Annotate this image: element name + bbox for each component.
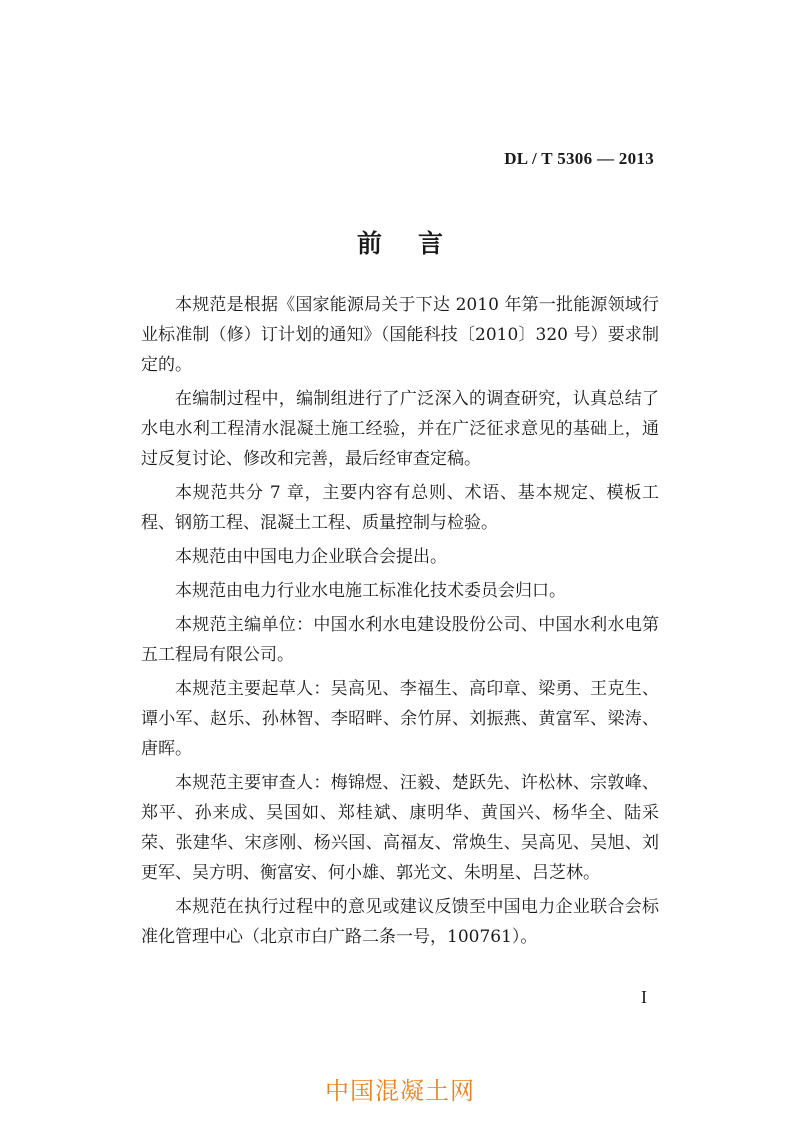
paragraph-drafters: 本规范主要起草人：吴高见、李福生、高印章、梁勇、王克生、谭小军、赵乐、孙林智、李昭畔、余竹屏、刘振燕、黄富军、梁涛、唐晖。 <box>141 679 659 759</box>
paragraph-basis: 本规范是根据《国家能源局关于下达 2010 年第一批能源领域行业标准制（修）订计划的通知》（国能科技〔2010〕320 号）要求制定的。 <box>141 295 659 375</box>
page-title: 前言 <box>356 229 479 258</box>
paragraph-administrator: 本规范由电力行业水电施工标准化技术委员会归口。 <box>175 581 566 601</box>
paragraph-chief-units: 本规范主编单位：中国水利水电建设股份公司、中国水利水电第五工程局有限公司。 <box>141 615 659 665</box>
page-number: I <box>641 987 647 1007</box>
document-body <box>141 290 659 956</box>
paragraph-process: 在编制过程中，编制组进行了广泛深入的调查研究，认真总结了水电水利工程清水混凝土施工经验，并在广泛征求意见的基础上，通过反复讨论、修改和完善，最后经审查定稿。 <box>141 389 659 469</box>
paragraph-proposer: 本规范由中国电力企业联合会提出。 <box>175 547 447 567</box>
paragraph-feedback: 本规范在执行过程中的意见或建议反馈至中国电力企业联合会标准化管理中心（北京市白广路二条一号，100761）。 <box>141 897 659 947</box>
paragraph-reviewers: 本规范主要审查人：梅锦煜、汪毅、楚跃先、许松林、宗敦峰、郑平、孙来成、吴国如、郑桂斌、康明华、黄国兴、杨华全、陆采荣、张建华、宋彦刚、杨兴国、高福友、常焕生、吴高见、吴旭、刘更军、吴方明、衡富安、何小雄、郭光文、朱明星、吕芝林。 <box>141 773 659 883</box>
standard-code: DL / T 5306 — 2013 <box>504 149 654 168</box>
paragraph-contents: 本规范共分 7 章，主要内容有总则、术语、基本规定、模板工程、钢筋工程、混凝土工程、质量控制与检验。 <box>141 483 659 533</box>
site-watermark[interactable]: 中国混凝土网 <box>325 1077 475 1105</box>
